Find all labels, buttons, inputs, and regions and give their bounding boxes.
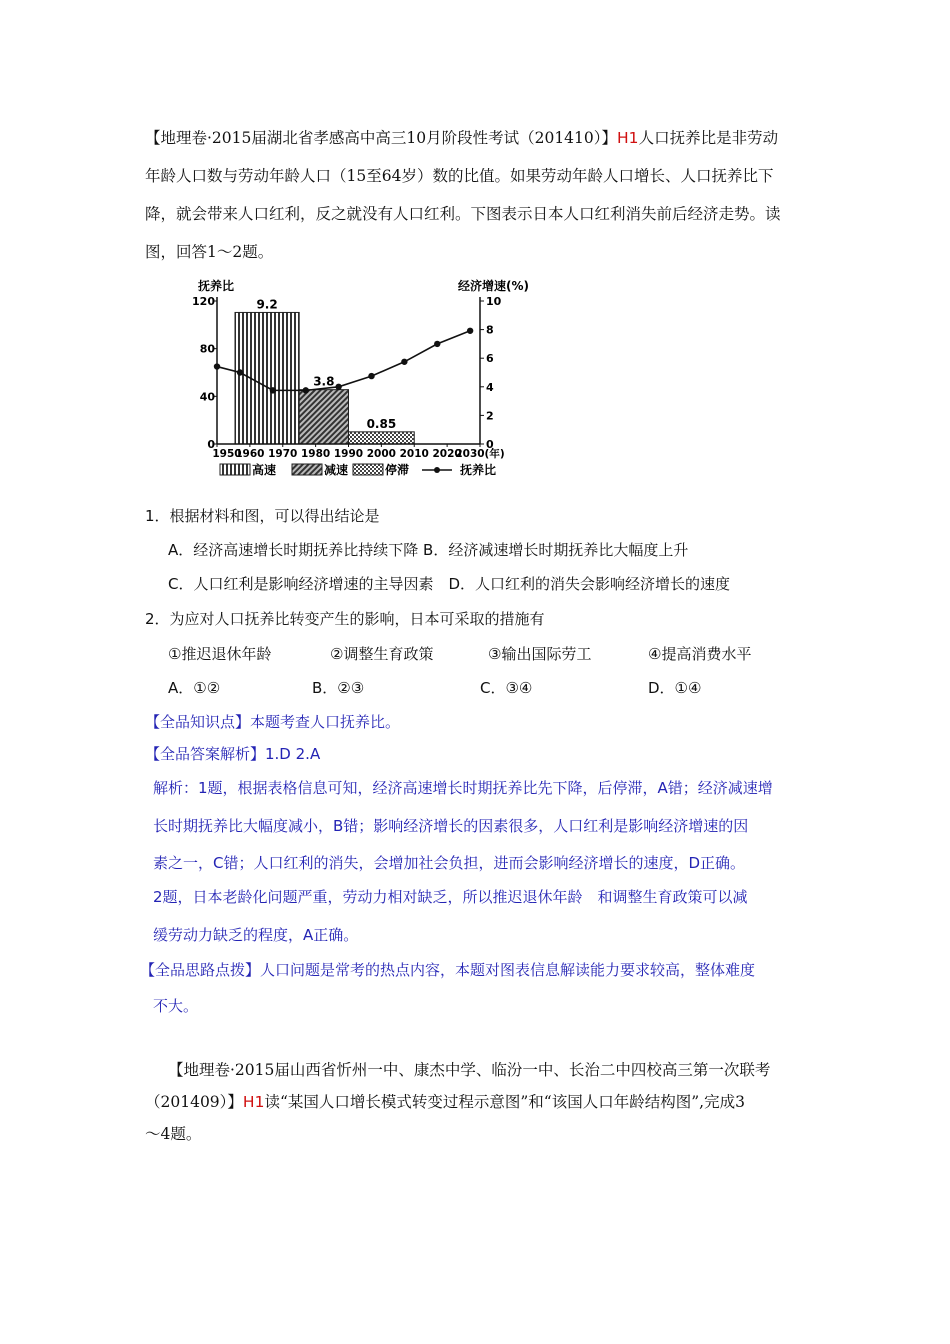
dependency-ratio-chart: [190, 276, 560, 488]
answer-line: 【全品答案解析】1.D 2.A: [145, 745, 321, 763]
q1-source: 【地理卷·2015届湖北省孝感高中高三10月阶段性考试（201410）】: [145, 129, 618, 147]
left-tick-label-3: 120: [192, 295, 215, 308]
legend-swatch-1: [292, 464, 322, 475]
analysis-line-1: 长时期抚养比大幅度减小，B错；影响经济增长的因素很多，人口红利是影响经济增速的因: [153, 817, 749, 835]
chart-legend: [220, 462, 496, 477]
q3-intro-line2: 读“某国人口增长模式转变过程示意图”和“该国人口年龄结构图”,完成3: [264, 1093, 745, 1111]
q2-stem: 2．为应对人口抚养比转变产生的影响，日本可采取的措施有: [145, 610, 545, 628]
q1-source-line: [145, 126, 778, 148]
line-point-2: [270, 387, 276, 393]
bar-label-0: 9.2: [256, 297, 278, 312]
q2-option-c: C．③④: [480, 679, 533, 697]
right-tick-label-3: 6: [486, 352, 494, 366]
line-point-8: [467, 328, 473, 334]
line-point-0: [214, 363, 220, 369]
legend-swatch-0: [220, 464, 250, 475]
q2-measure-4: ④提高消费水平: [648, 645, 752, 663]
right-tick-label-0: 0: [486, 438, 494, 451]
q3-source-line1: 【地理卷·2015届山西省忻州一中、康杰中学、临汾一中、长治二中四校高三第一次联考: [168, 1061, 771, 1079]
legend-label-1: 减速: [324, 463, 349, 477]
left-tick-label-0: 0: [207, 438, 215, 451]
q2-measure-1: ①推迟退休年龄: [168, 645, 272, 663]
legend-label-3: 抚养比: [460, 463, 497, 477]
x-tick-label-2: 1970: [268, 448, 298, 460]
bar-label-2: 0.85: [366, 416, 397, 431]
q1-tag: H1: [617, 129, 639, 147]
bar-0: [235, 312, 299, 444]
left-axis-title: 抚养比: [198, 279, 235, 293]
q1-options-cd: C．人口红利是影响经济增速的主导因素 D．人口红利的消失会影响经济增长的速度: [168, 575, 731, 593]
left-tick-label-2: 80: [199, 342, 215, 356]
line-point-1: [237, 369, 243, 375]
q2-measure-3: ③输出国际劳工: [488, 645, 592, 663]
bar-label-1: 3.8: [313, 374, 335, 389]
q1-intro-3: 图，回答1～2题。: [145, 243, 274, 261]
x-tick-label-3: 1980: [301, 448, 331, 460]
right-tick-label-5: 10: [486, 295, 502, 308]
q1-intro-0: 人口抚养比是非劳动: [638, 129, 779, 147]
q1-intro-2: 降，就会带来人口红利，反之就没有人口红利。下图表示日本人口红利消失前后经济走势。读: [145, 205, 781, 223]
line-point-6: [401, 359, 407, 365]
q3-intro-line3: ～4题。: [145, 1125, 202, 1143]
tips-line-0: 【全品思路点拨】人口问题是常考的热点内容，本题对图表信息解读能力要求较高，整体难度: [140, 961, 756, 979]
line-point-4: [335, 384, 341, 390]
right-tick-label-4: 8: [486, 323, 494, 337]
x-tick-label-1: 1960: [235, 448, 265, 460]
q1-intro-1: 年龄人口数与劳动年龄人口（15至64岁）数的比值。如果劳动年龄人口增长、人口抚养比下: [145, 167, 774, 185]
line-point-5: [368, 373, 374, 379]
tips-line-1: 不大。: [153, 997, 199, 1015]
x-tick-label-0: 1950: [212, 448, 242, 460]
right-tick-label-1: 2: [486, 409, 494, 423]
analysis-line-4: 缓劳动力缺乏的程度，A正确。: [153, 926, 359, 944]
analysis-line-2: 素之一，C错；人口红利的消失，会增加社会负担，进而会影响经济增长的速度，D正确。: [153, 854, 746, 872]
legend-label-0: 高速: [252, 463, 277, 477]
q1-stem: 1．根据材料和图，可以得出结论是: [145, 507, 380, 525]
q3-tag: H1: [242, 1093, 265, 1111]
bar-1: [299, 390, 348, 444]
q2-measure-2: ②调整生育政策: [330, 645, 434, 663]
right-axis-title: 经济增速(%): [458, 279, 529, 293]
x-tick-label-5: 2000: [366, 448, 396, 460]
q3-source-line2: （201409）】: [145, 1093, 243, 1111]
right-tick-label-2: 4: [486, 380, 494, 394]
x-tick-label-8: 2030(年): [455, 448, 505, 460]
bar-2: [349, 432, 415, 444]
q3-source-line2-wrap: [145, 1090, 745, 1112]
analysis-line-3: 2题，日本老龄化问题严重，劳动力相对缺乏，所以推迟退休年龄 和调整生育政策可以减: [153, 888, 748, 906]
answer-knowledge: 【全品知识点】本题考查人口抚养比。: [145, 713, 401, 731]
q2-option-a: A．①②: [168, 679, 221, 697]
q1-options-ab: A．经济高速增长时期抚养比持续下降 B．经济减速增长时期抚养比大幅度上升: [168, 541, 689, 559]
x-tick-label-7: 2020: [432, 448, 462, 460]
left-tick-label-1: 40: [199, 390, 215, 404]
q2-option-d: D．①④: [648, 679, 702, 697]
x-tick-label-4: 1990: [333, 448, 364, 460]
line-point-3: [303, 387, 309, 393]
line-point-7: [434, 341, 440, 347]
x-tick-label-6: 2010: [399, 448, 429, 460]
legend-label-2: 停滞: [385, 463, 410, 477]
q2-option-b: B．②③: [312, 679, 365, 697]
legend-swatch-2: [353, 464, 383, 475]
legend-line-dot: [434, 467, 440, 473]
analysis-line-0: 解析：1题，根据表格信息可知，经济高速增长时期抚养比先下降，后停滞，A错；经济减速增: [153, 779, 773, 797]
